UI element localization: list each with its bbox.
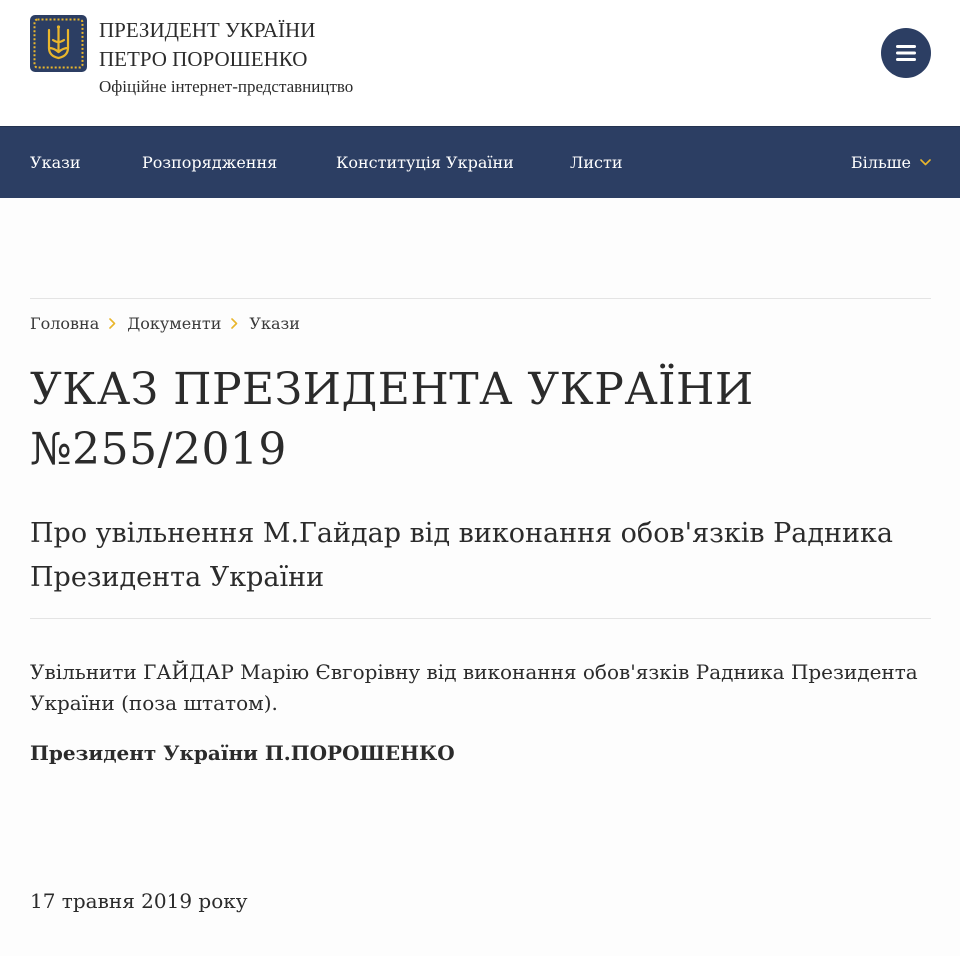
page-title-number: №255/2019 (30, 424, 287, 475)
site-subtitle: Офіційне інтернет-представництво (99, 77, 354, 96)
breadcrumb (30, 311, 300, 335)
top-divider (30, 298, 931, 299)
site-header (0, 0, 960, 126)
nav-item-constitution[interactable]: Конституція України (336, 153, 514, 172)
menu-button[interactable] (881, 28, 931, 78)
site-title-line2: ПЕТРО ПОРОШЕНКО (99, 47, 308, 71)
breadcrumb-home[interactable]: Головна (30, 313, 100, 333)
nav-item-decrees[interactable]: Укази (30, 153, 81, 172)
page-title (30, 360, 930, 480)
page-title-line1: УКАЗ ПРЕЗИДЕНТА УКРАЇНИ (30, 364, 754, 415)
document-signature: Президент України П.ПОРОШЕНКО (30, 741, 455, 765)
document-date: 17 травня 2019 року (30, 889, 248, 913)
content-divider (30, 618, 931, 619)
chevron-right-icon (109, 318, 116, 329)
chevron-down-icon (920, 159, 931, 166)
hamburger-menu-icon (896, 45, 916, 61)
site-title-block[interactable] (99, 16, 353, 99)
trident-coat-of-arms-icon[interactable] (30, 15, 87, 72)
breadcrumb-decrees[interactable]: Укази (249, 313, 300, 333)
main-nav (0, 126, 960, 198)
site-title-line1: ПРЕЗИДЕНТ УКРАЇНИ (99, 18, 316, 42)
nav-item-letters[interactable]: Листи (570, 153, 623, 172)
breadcrumb-documents[interactable]: Документи (127, 313, 222, 333)
nav-more-dropdown[interactable] (851, 127, 931, 198)
chevron-right-icon (231, 318, 238, 329)
nav-more-label: Більше (850, 153, 911, 172)
nav-item-orders[interactable]: Розпорядження (142, 153, 278, 172)
document-body: Увільнити ГАЙДАР Марію Євгорівну від виконання обов'язків Радника Президента України (поза штатом). (30, 660, 918, 715)
document-subtitle: Про увільнення М.Гайдар від виконання обов'язків Радника Президента України (30, 518, 893, 593)
